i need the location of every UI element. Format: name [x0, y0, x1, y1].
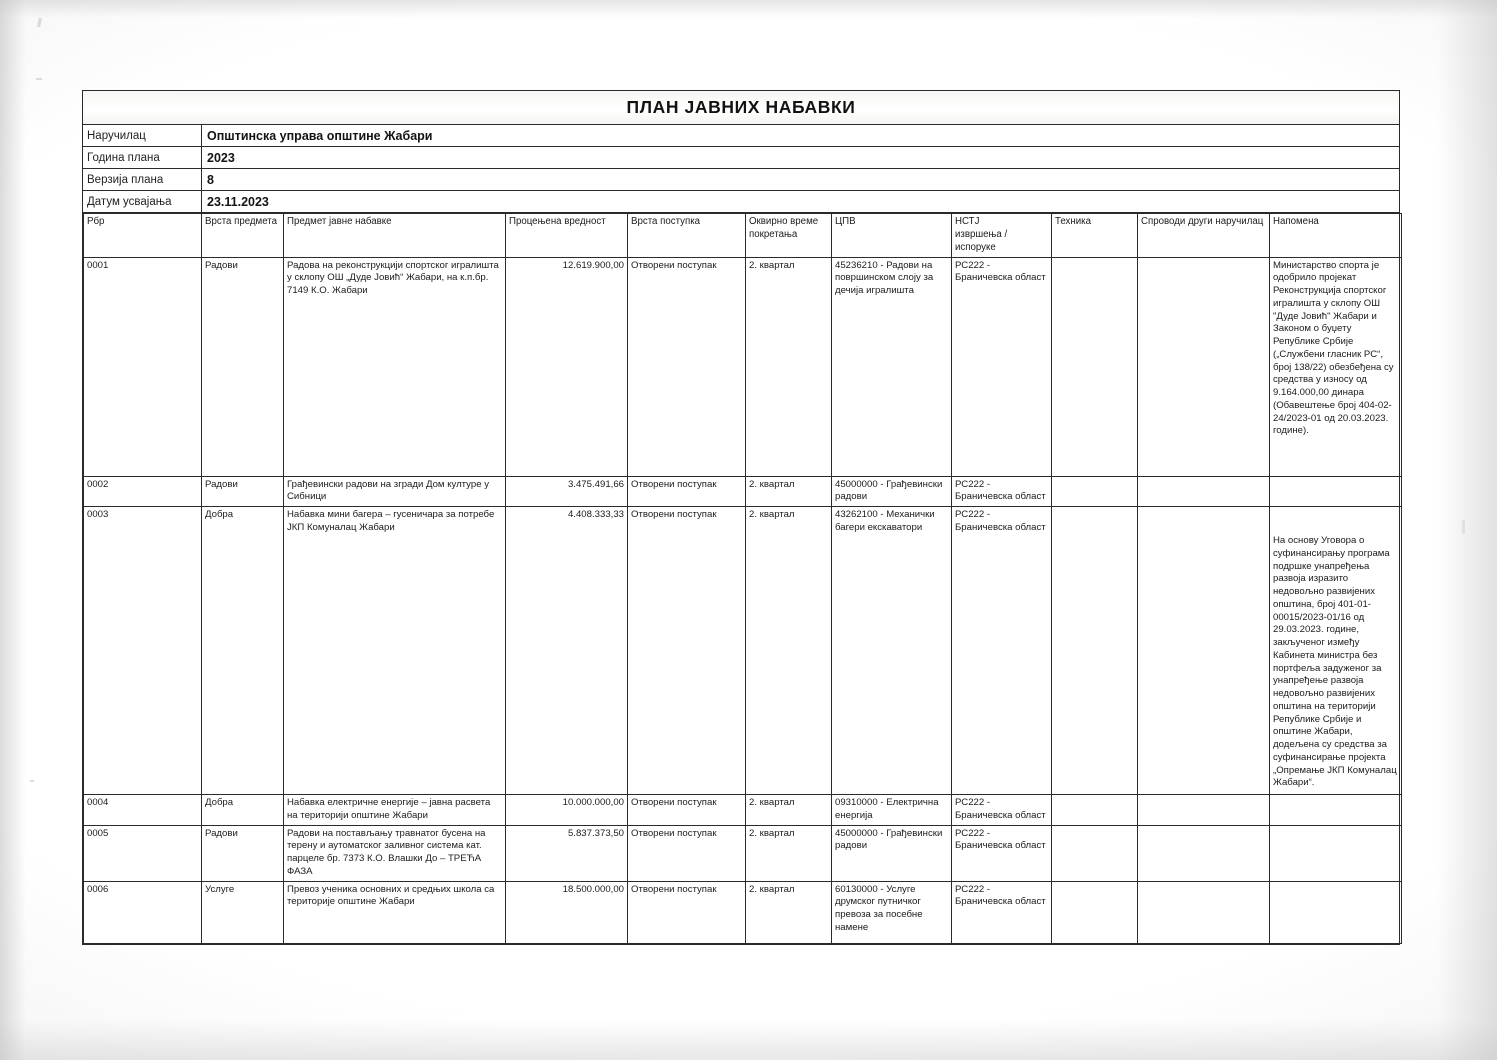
table-row: [84, 881, 1402, 943]
column-header-vrednost: Процењена вредност: [506, 214, 628, 258]
cell-sprovodi: [1138, 881, 1270, 943]
cell-tehnika: [1052, 795, 1138, 826]
cell-postupak: Отворени поступак: [628, 825, 746, 881]
cell-napomena: [1270, 476, 1402, 507]
cell-rbr: 0004: [84, 795, 202, 826]
meta-label-naruchilac: Наручилац: [83, 125, 202, 146]
cell-vrsta: Радови: [202, 476, 284, 507]
column-header-cpv: ЦПВ: [832, 214, 952, 258]
cell-cpv: 43262100 - Механички багери екскаватори: [832, 507, 952, 795]
meta-row-verzija-plana: [83, 169, 1399, 191]
table-row: [84, 257, 1402, 476]
cell-napomena: [1270, 881, 1402, 943]
cell-postupak: Отворени поступак: [628, 881, 746, 943]
cell-vrsta: Добра: [202, 795, 284, 826]
cell-cpv: 45236210 - Радови на површинском слоју за дечија игралишта: [832, 257, 952, 476]
cell-nstj: РС222 - Браничевска област: [952, 507, 1052, 795]
cell-rbr: 0001: [84, 257, 202, 476]
cell-vrednost: 10.000.000,00: [506, 795, 628, 826]
table-row: [84, 825, 1402, 881]
column-header-tehnika: Техника: [1052, 214, 1138, 258]
cell-sprovodi: [1138, 795, 1270, 826]
cell-vreme: 2. квартал: [746, 476, 832, 507]
cell-nstj: РС222 - Браничевска област: [952, 476, 1052, 507]
meta-value-naruchilac: Општинска управа општине Жабари: [207, 128, 433, 143]
cell-sprovodi: [1138, 257, 1270, 476]
meta-label-verzija-plana: Верзија плана: [83, 169, 202, 190]
page-title: ПЛАН ЈАВНИХ НАБАВКИ: [626, 97, 856, 117]
cell-vreme: 2. квартал: [746, 881, 832, 943]
meta-row-naruchilac: [83, 125, 1399, 147]
cell-predmet: Радова на реконструкцији спортског игралишта у склопу ОШ „Дуде Јовић“ Жабари, на к.п.бр. 7149 К.О. Жабари: [284, 257, 506, 476]
okvirno-vreme-line1: Оквирно време: [749, 216, 819, 227]
cell-vreme: 2. квартал: [746, 795, 832, 826]
cell-napomena: Министарство спорта је одобрило пројекат Реконструкција спортског игралишта у склопу ОШ "Дуде Јовић" Жабари и Законом о буџету Републике Србије („Службени гласник РС“, број 138/22) обезбеђена су средства у износу од 9.164.000,00 динара (Обавештење број 404-02-24/2023-01 од 20.03.2023. године).: [1270, 257, 1402, 476]
scan-speck: [30, 780, 34, 782]
meta-row-godina-plana: [83, 147, 1399, 169]
verzija-plana-number: 8: [207, 172, 214, 187]
scan-shadow-bottom: [0, 1020, 1497, 1060]
cell-postupak: Отворени поступак: [628, 257, 746, 476]
cell-vrsta: Радови: [202, 825, 284, 881]
procurement-plan-document: [82, 90, 1400, 945]
cell-tehnika: [1052, 257, 1138, 476]
cell-vrsta: Добра: [202, 507, 284, 795]
cell-sprovodi: [1138, 507, 1270, 795]
column-header-okvirno-vreme: [746, 214, 832, 258]
cell-nstj: РС222 - Браничевска област: [952, 257, 1052, 476]
cell-napomena: На основу Уговора о суфинансирању програма подршке унапређења развоја изразито недовољно развијених општина, број 401-01-00015/2023-01/16 од 29.03.2023. године, закљученог између Кабинета министра без портфеља задуженог за унапређење развоја недовољно развијених општина на територији Републике Србије и општине Жабари, додељена су средства за суфинансирање пројекта „Опремање ЈКП Комуналац Жабари“.: [1270, 507, 1402, 795]
cell-rbr: 0006: [84, 881, 202, 943]
cell-predmet: Набавка мини багера – гусеничара за потребе ЈКП Комуналац Жабари: [284, 507, 506, 795]
scan-shadow-top: [0, 0, 1497, 18]
meta-row-datum-usvajanja: [83, 191, 1399, 213]
cell-predmet: Превоз ученика основних и средњих школа са територије општине Жабари: [284, 881, 506, 943]
cell-vreme: 2. квартал: [746, 507, 832, 795]
cell-cpv: 60130000 - Услуге друмског путничког превоза за посебне намене: [832, 881, 952, 943]
cell-vreme: 2. квартал: [746, 257, 832, 476]
scan-speck: [1462, 520, 1465, 534]
cell-cpv: 45000000 - Грађевински радови: [832, 476, 952, 507]
cell-rbr: 0002: [84, 476, 202, 507]
cell-vreme: 2. квартал: [746, 825, 832, 881]
nstj-line1: НСТЈ: [955, 216, 980, 227]
table-body: [84, 257, 1402, 943]
cell-vrednost: 4.408.333,33: [506, 507, 628, 795]
cell-napomena: [1270, 795, 1402, 826]
scan-speck: [36, 78, 42, 80]
cell-vrsta: Услуге: [202, 881, 284, 943]
cell-cpv: 09310000 - Електрична енергија: [832, 795, 952, 826]
meta-value-godina-plana: 2023: [207, 150, 235, 165]
cell-tehnika: [1052, 476, 1138, 507]
cell-tehnika: [1052, 825, 1138, 881]
table-row: [84, 507, 1402, 795]
meta-label-godina-plana: Година плана: [83, 147, 202, 168]
meta-value-verzija-plana: [202, 169, 1399, 190]
cell-predmet: Грађевински радови на згради Дом културе у Сибници: [284, 476, 506, 507]
cell-sprovodi: [1138, 825, 1270, 881]
procurement-table: [83, 213, 1402, 944]
scan-shadow-left: [0, 0, 26, 1060]
document-title-bar: [83, 91, 1399, 125]
column-header-vrsta-postupka: Врста поступка: [628, 214, 746, 258]
cell-vrednost: 3.475.491,66: [506, 476, 628, 507]
cell-tehnika: [1052, 507, 1138, 795]
cell-vrednost: 5.837.373,50: [506, 825, 628, 881]
cell-predmet: Радови на постављању травнатог бусена на терену и аутоматског заливног система кат. парцеле бр. 7373 К.О. Влашки До – ТРЕЋА ФАЗА: [284, 825, 506, 881]
column-header-rbr: Рбр: [84, 214, 202, 258]
cell-cpv: 45000000 - Грађевински радови: [832, 825, 952, 881]
cell-tehnika: [1052, 881, 1138, 943]
scan-speck: [37, 18, 42, 27]
okvirno-vreme-line2: покретања: [749, 228, 798, 240]
cell-vrednost: 18.500.000,00: [506, 881, 628, 943]
cell-nstj: РС222 - Браничевска област: [952, 825, 1052, 881]
nstj-line2: извршења / испоруке: [955, 228, 1008, 253]
cell-postupak: Отворени поступак: [628, 476, 746, 507]
cell-predmet: Набавка електричне енергије – јавна расвета на територији општине Жабари: [284, 795, 506, 826]
meta-value-datum-usvajanja: 23.11.2023: [207, 194, 269, 209]
table-row: [84, 476, 1402, 507]
cell-nstj: РС222 - Браничевска област: [952, 795, 1052, 826]
column-header-nstj: [952, 214, 1052, 258]
table-row: [84, 795, 1402, 826]
cell-napomena: [1270, 825, 1402, 881]
column-header-sprovodi: Спроводи други наручилац: [1138, 214, 1270, 258]
cell-rbr: 0005: [84, 825, 202, 881]
table-header-row: [84, 214, 1402, 258]
cell-nstj: РС222 - Браничевска област: [952, 881, 1052, 943]
meta-label-datum-usvajanja: Датум усвајања: [83, 191, 202, 212]
cell-vrednost: 12.619.900,00: [506, 257, 628, 476]
cell-sprovodi: [1138, 476, 1270, 507]
cell-vrsta: Радови: [202, 257, 284, 476]
cell-postupak: Отворени поступак: [628, 507, 746, 795]
scan-shadow-right: [1437, 0, 1497, 1060]
column-header-vrsta-predmeta: Врста предмета: [202, 214, 284, 258]
cell-postupak: Отворени поступак: [628, 795, 746, 826]
column-header-predmet: Предмет јавне набавке: [284, 214, 506, 258]
cell-rbr: 0003: [84, 507, 202, 795]
column-header-napomena: Напомена: [1270, 214, 1402, 258]
